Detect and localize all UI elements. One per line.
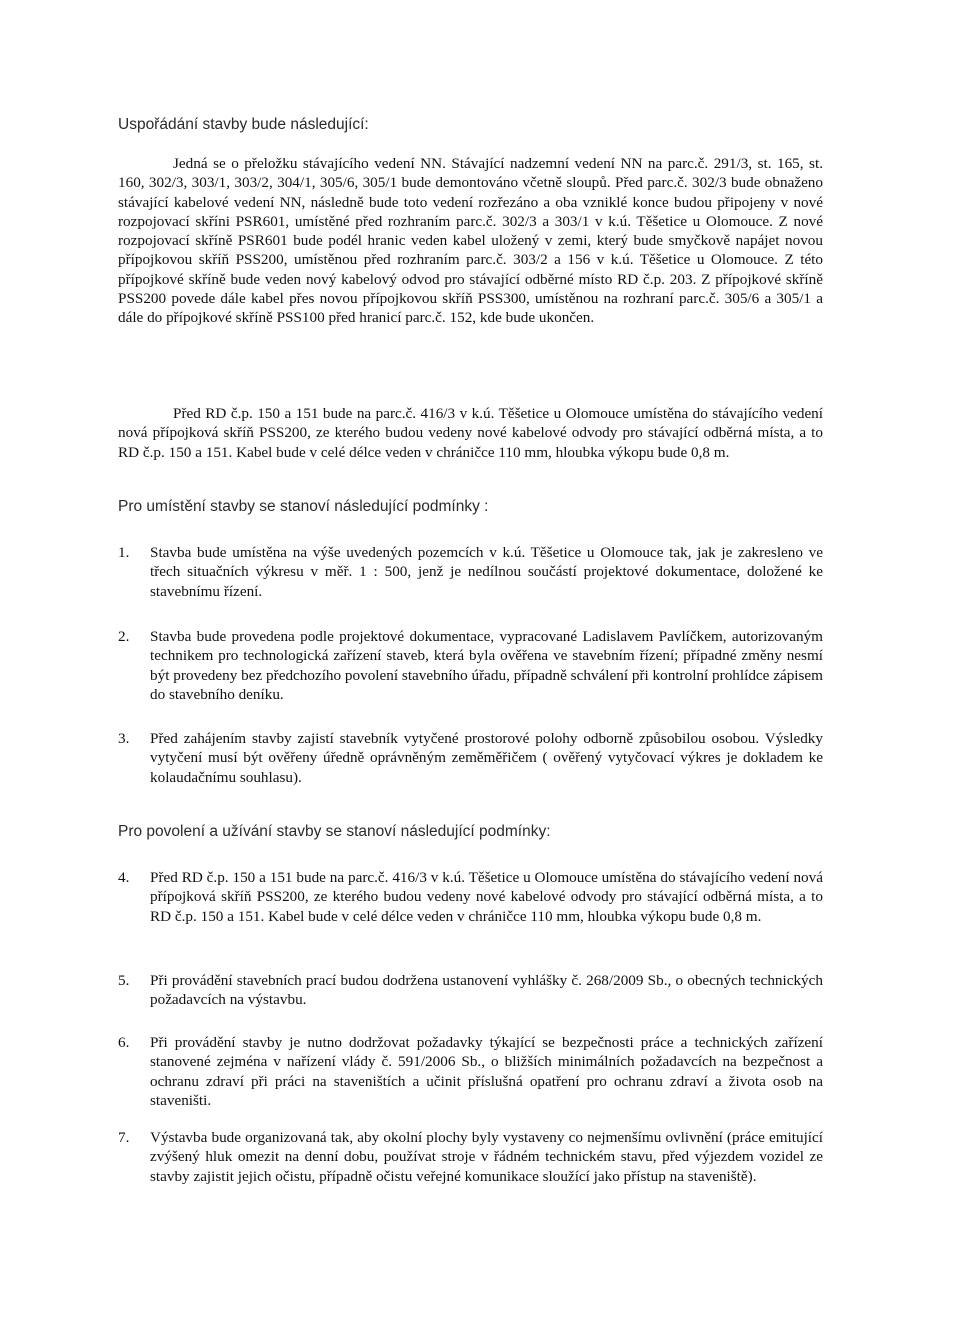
- heading-arrangement: Uspořádání stavby bude následující:: [118, 116, 369, 133]
- intro-paragraph-1: Jedná se o přeložku stávajícího vedení NN. Stávající nadzemní vedení NN na parc.č. 291/3, st. 165, st. 160, 302/3, 303/1, 303/2, 304/1, 305/6, 305/1 bude demontováno včetně sloupů. Před parc.č. 302/3 bude obnaženo stávající kabelové vedení NN, následně bude toto vedení rozřezáno a oba vzniklé konce budou připojeny v nové rozpojovací skříni PSR601, umístěné před rozhraním parc.č. 302/3 a 303/1 v k.ú. Těšetice u Olomouce. Z nové rozpojovací skříně PSR601 bude podél hranic veden kabel uložený v zemi, který bude smyčkově napájet novou přípojkovou skříň PSS200, umístěnou před rozhraním parc.č. 303/2 a 156 v k.ú. Těšetice u Olomouce. Z této přípojkové skříně bude veden nový kabelový odvod pro stávající odběrné místo RD č.p. 203. Z přípojkové skříně PSS200 povede dále kabel přes novou přípojkovou skříň PSS300, umístěnou na rozhraní parc.č. 305/6 a 305/1 a dále do přípojkové skříně PSS100 před hranicí parc.č. 152, kde bude ukončen.: [118, 155, 823, 327]
- heading-placement-conditions: Pro umístění stavby se stanoví následující podmínky :: [118, 498, 489, 515]
- condition-item-3: [118, 729, 823, 787]
- condition-number: 3.: [118, 730, 130, 747]
- condition-text: Výstavba bude organizovaná tak, aby okolní plochy byly vystaveny co nejmenšímu ovlivnění (práce emitující zvýšený hluk omezit na denní dobu, používat stroje v řádném technickém stavu, před výjezdem vozidel ze stavby zajistit jejich očistu, případně očistu veřejné komunikace sloužící jako přístup na staveniště).: [150, 1129, 823, 1185]
- condition-text: Při provádění stavebních prací budou dodržena ustanovení vyhlášky č. 268/2009 Sb., o obecných technických požadavcích na výstavbu.: [150, 972, 823, 1009]
- condition-number: 6.: [118, 1034, 130, 1051]
- condition-text: Stavba bude umístěna na výše uvedených pozemcích v k.ú. Těšetice u Olomouce tak, jak je zakresleno ve třech situačních výkresu v měř. 1 : 500, jenž je nedílnou součástí projektové dokumentace, doložené ke stavebnímu řízení.: [150, 544, 823, 600]
- condition-number: 7.: [118, 1129, 130, 1146]
- intro-paragraph-2: Před RD č.p. 150 a 151 bude na parc.č. 416/3 v k.ú. Těšetice u Olomouce umístěna do stávajícího vedení nová přípojková skříň PSS200, ze kterého budou vedeny nové kabelové odvody pro stávající odběrná místa, a to RD č.p. 150 a 151. Kabel bude v celé délce veden v chráničce 110 mm, hloubka výkopu bude 0,8 m.: [118, 405, 823, 461]
- condition-item-2: [118, 627, 823, 704]
- condition-text: Před RD č.p. 150 a 151 bude na parc.č. 416/3 v k.ú. Těšetice u Olomouce umístěna do stávajícího vedení nová přípojková skříň PSS200, ze kterého budou vedeny nové kabelové odvody pro stávající odběrná místa, a to RD č.p. 150 a 151. Kabel bude v celé délce veden v chráničce 110 mm, hloubka výkopu bude 0,8 m.: [150, 869, 823, 925]
- condition-number: 4.: [118, 869, 130, 886]
- condition-number: 2.: [118, 628, 130, 645]
- condition-item-1: [118, 543, 823, 601]
- condition-item-5: [118, 971, 823, 1010]
- condition-text: Při provádění stavby je nutno dodržovat požadavky týkající se bezpečnosti práce a technických zařízení stanovené zejména v nařízení vlády č. 591/2006 Sb., o bližších minimálních požadavcích na bezpečnost a ochranu zdraví při práci na staveništích a učinit příslušná opatření pro ochranu zdraví a života osob na staveništi.: [150, 1034, 823, 1109]
- condition-text: Před zahájením stavby zajistí stavebník vytyčené prostorové polohy odborně způsobilou osobou. Výsledky vytyčení musí být ověřeny úředně oprávněným zeměměřičem ( ověřený vytyčovací výkres je dokladem ke kolaudačnímu souhlasu).: [150, 730, 823, 786]
- condition-text: Stavba bude provedena podle projektové dokumentace, vypracované Ladislavem Pavlíčkem, autorizovaným technikem pro technologická zařízení staveb, která byla ověřena ve stavebním řízení; případné změny nesmí být provedeny bez předchozího povolení stavebního úřadu, případně schválení při kontrolní prohlídce zápisem do stavebního deníku.: [150, 628, 823, 703]
- heading-use-conditions: Pro povolení a užívání stavby se stanoví následující podmínky:: [118, 823, 551, 840]
- condition-number: 1.: [118, 544, 130, 561]
- condition-item-6: [118, 1033, 823, 1110]
- condition-number: 5.: [118, 972, 130, 989]
- condition-item-7: [118, 1128, 823, 1186]
- condition-item-4: [118, 868, 823, 926]
